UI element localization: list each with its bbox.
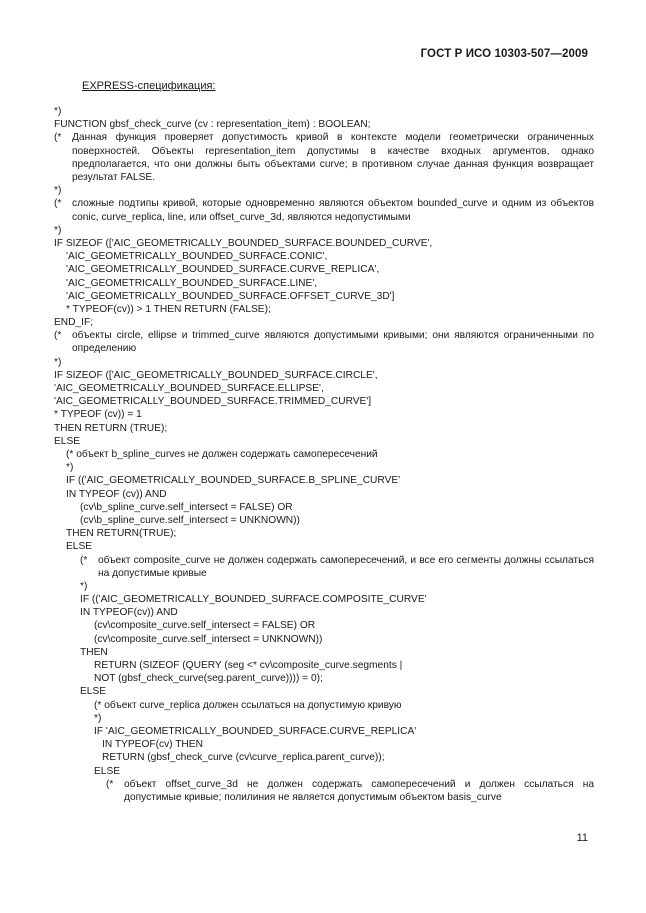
code-line: ELSE <box>80 686 107 698</box>
code-line: *) <box>54 185 62 197</box>
code-line: IF (('AIC_GEOMETRICALLY_BOUNDED_SURFACE.B_SPLINE_CURVE' <box>66 475 401 487</box>
code-line: (* объект curve_replica должен ссылаться на допустимую кривую <box>94 699 402 711</box>
code-line: IN TYPEOF(cv)) AND <box>80 607 178 619</box>
code-line: (cv\b_spline_curve.self_intersect = UNKNOWN)) <box>80 514 300 526</box>
code-line: * TYPEOF (cv)) = 1 <box>54 409 142 421</box>
code-line: 'AIC_GEOMETRICALLY_BOUNDED_SURFACE.LINE', <box>66 277 318 289</box>
code-line <box>54 778 594 804</box>
code-line: 'AIC_GEOMETRICALLY_BOUNDED_SURFACE.TRIMMED_CURVE'] <box>54 396 372 408</box>
code-line: * TYPEOF(cv)) > 1 THEN RETURN (FALSE); <box>66 303 271 315</box>
comment-open-mark: (* <box>54 198 62 210</box>
section-title: EXPRESS-спецификация: <box>82 80 216 92</box>
code-line: (cv\b_spline_curve.self_intersect = FALSE) OR <box>80 501 293 513</box>
code-line: IF SIZEOF (['AIC_GEOMETRICALLY_BOUNDED_SURFACE.BOUNDED_CURVE', <box>54 237 433 249</box>
code-line: THEN <box>80 646 108 658</box>
code-line <box>54 197 594 223</box>
page-number: 11 <box>576 832 588 844</box>
code-line: ELSE <box>94 765 121 777</box>
code-line: *) <box>94 712 102 724</box>
code-line <box>54 554 594 580</box>
comment-text: Данная функция проверяет допустимость кривой в контексте модели геометрически ограниченных поверхностей. Объекты representation_item допустимы в качестве входных аргументов, однако предполагается, что они должны быть объектами curve; в противном случае данная функция возвращает результат FALSE. <box>72 132 594 183</box>
code-line: *) <box>54 356 62 368</box>
code-line: 'AIC_GEOMETRICALLY_BOUNDED_SURFACE.OFFSET_CURVE_3D'] <box>66 290 395 302</box>
code-line: NOT (gbsf_check_curve(seg.parent_curve)))) = 0); <box>94 673 323 685</box>
code-line: (cv\composite_curve.self_intersect = UNKNOWN)) <box>94 633 323 645</box>
document-header: ГОСТ Р ИСО 10303-507—2009 <box>420 48 588 60</box>
code-line: END_IF; <box>54 317 94 329</box>
code-line: *) <box>54 224 62 236</box>
code-line: *) <box>80 580 88 592</box>
comment-text: объекты circle, ellipse и trimmed_curve являются допустимыми кривыми; они являются ограниченными по определению <box>72 330 594 355</box>
code-line: IF 'AIC_GEOMETRICALLY_BOUNDED_SURFACE.CURVE_REPLICA' <box>94 725 417 737</box>
code-line: (cv\composite_curve.self_intersect = FALSE) OR <box>94 620 316 632</box>
code-line: *) <box>66 462 74 474</box>
code-line: IN TYPEOF (cv)) AND <box>66 488 167 500</box>
code-line: *) <box>54 106 62 117</box>
code-line <box>54 131 594 184</box>
code-line: ELSE <box>66 541 93 553</box>
code-line: IF SIZEOF (['AIC_GEOMETRICALLY_BOUNDED_SURFACE.CIRCLE', <box>54 369 378 381</box>
comment-open-mark: (* <box>54 132 62 144</box>
comment-text: объект composite_curve не должен содержать самопересечений, и все его сегменты должны ссылаться на допустимые кривые <box>98 554 594 579</box>
comment-open-mark: (* <box>106 778 114 790</box>
code-line: (* объект b_spline_curves не должен содержать самопересечений <box>66 449 378 460</box>
code-line: ELSE <box>54 435 81 447</box>
code-line <box>54 329 594 355</box>
code-line: IN TYPEOF(cv) THEN <box>102 739 203 751</box>
code-line: 'AIC_GEOMETRICALLY_BOUNDED_SURFACE.CONIC', <box>66 251 328 263</box>
express-code-block <box>54 105 594 804</box>
comment-open-mark: (* <box>54 330 62 342</box>
code-line: IF (('AIC_GEOMETRICALLY_BOUNDED_SURFACE.COMPOSITE_CURVE' <box>80 594 427 606</box>
comment-open-mark: (* <box>80 554 88 566</box>
comment-text: объект offset_curve_3d не должен содержать самопересечений и должен ссылаться на допустимые кривые; полилиния не является допустимым объектом basis_curve <box>124 778 594 803</box>
code-line: 'AIC_GEOMETRICALLY_BOUNDED_SURFACE.ELLIPSE', <box>54 383 324 395</box>
code-line: THEN RETURN(TRUE); <box>66 528 177 540</box>
code-line: RETURN (gbsf_check_curve (cv\curve_replica.parent_curve)); <box>102 752 385 764</box>
code-line: RETURN (SIZEOF (QUERY (seg <* cv\composite_curve.segments | <box>94 660 403 672</box>
code-line: 'AIC_GEOMETRICALLY_BOUNDED_SURFACE.CURVE_REPLICA', <box>66 264 380 276</box>
code-line: THEN RETURN (TRUE); <box>54 422 168 434</box>
code-line: FUNCTION gbsf_check_curve (cv : representation_item) : BOOLEAN; <box>54 119 371 131</box>
comment-text: сложные подтипы кривой, которые одновременно являются объектом bounded_curve и одним из объектов conic, curve_replica, line, или offset_curve_3d, являются недопустимыми <box>72 198 594 223</box>
